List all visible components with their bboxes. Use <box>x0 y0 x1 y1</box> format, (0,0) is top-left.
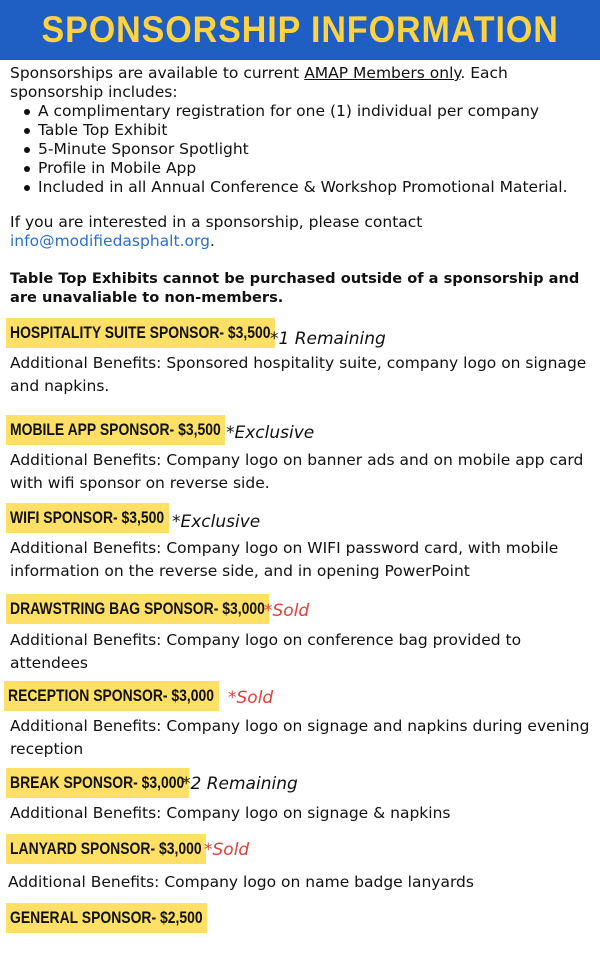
list-item: 5-Minute Sponsor Spotlight <box>38 140 595 159</box>
benefit-drawstring-bag: Additional Benefits: Company logo on conference bag provided to attendees <box>10 631 522 672</box>
status-drawstring-bag: *Sold <box>264 601 310 621</box>
intro-text: Sponsorships are available to current <box>10 64 305 82</box>
members-only-text: AMAP Members only <box>304 64 461 82</box>
status-break: *2 Remaining <box>182 774 298 794</box>
status-reception: *Sold <box>228 688 274 708</box>
benefit-reception: Additional Benefits: Company logo on signage and napkins during evening reception <box>10 717 590 758</box>
intro-section <box>10 64 595 197</box>
intro-text-after: . Each sponsorship includes: <box>10 64 508 101</box>
sponsor-title-break: BREAK SPONSOR- $3,000 <box>6 768 189 798</box>
page-title: SPONSORSHIP INFORMATION <box>41 9 559 50</box>
benefit-break: Additional Benefits: Company logo on signage & napkins <box>10 804 451 822</box>
includes-list <box>10 102 595 197</box>
status-lanyard: *Sold <box>204 840 250 860</box>
benefit-lanyard: Additional Benefits: Company logo on name badge lanyards <box>8 873 474 891</box>
list-item: Table Top Exhibit <box>38 121 595 140</box>
sponsor-title-hospitality: HOSPITALITY SUITE SPONSOR- $3,500 <box>6 318 275 348</box>
sponsor-title-wifi: WIFI SPONSOR- $3,500 <box>6 503 169 533</box>
status-wifi: *Exclusive <box>172 512 261 532</box>
contact-email-link[interactable]: info@modifiedasphalt.org <box>10 232 210 250</box>
list-item: Profile in Mobile App <box>38 159 595 178</box>
status-mobile-app: *Exclusive <box>226 423 315 443</box>
benefit-wifi: Additional Benefits: Company logo on WIFI password card, with mobile information on the reverse side, and in opening PowerPoint <box>10 539 559 580</box>
contact-period: . <box>209 232 215 250</box>
sponsor-title-mobile-app: MOBILE APP SPONSOR- $3,500 <box>6 415 225 445</box>
sponsor-title-general: GENERAL SPONSOR- $2,500 <box>6 903 207 933</box>
table-top-note: Table Top Exhibits cannot be purchased outside of a sponsorship and are unavaliable to non-members. <box>10 270 580 306</box>
intro-paragraph <box>10 64 595 102</box>
benefit-hospitality: Additional Benefits: Sponsored hospitality suite, company logo on signage and napkins. <box>10 354 587 395</box>
sponsor-title-reception: RECEPTION SPONSOR- $3,000 <box>4 681 219 711</box>
list-item: A complimentary registration for one (1) individual per company <box>38 102 595 121</box>
contact-text: If you are interested in a sponsorship, please contact <box>10 213 423 231</box>
benefit-mobile-app: Additional Benefits: Company logo on banner ads and on mobile app card with wifi sponsor on reverse side. <box>10 451 584 492</box>
contact-paragraph <box>10 213 595 251</box>
sponsor-title-drawstring-bag: DRAWSTRING BAG SPONSOR- $3,000 <box>6 594 269 624</box>
status-hospitality: *1 Remaining <box>270 329 386 349</box>
sponsor-title-lanyard: LANYARD SPONSOR- $3,000 <box>6 834 206 864</box>
page-header <box>0 0 600 60</box>
list-item: Included in all Annual Conference & Workshop Promotional Material. <box>38 178 595 197</box>
